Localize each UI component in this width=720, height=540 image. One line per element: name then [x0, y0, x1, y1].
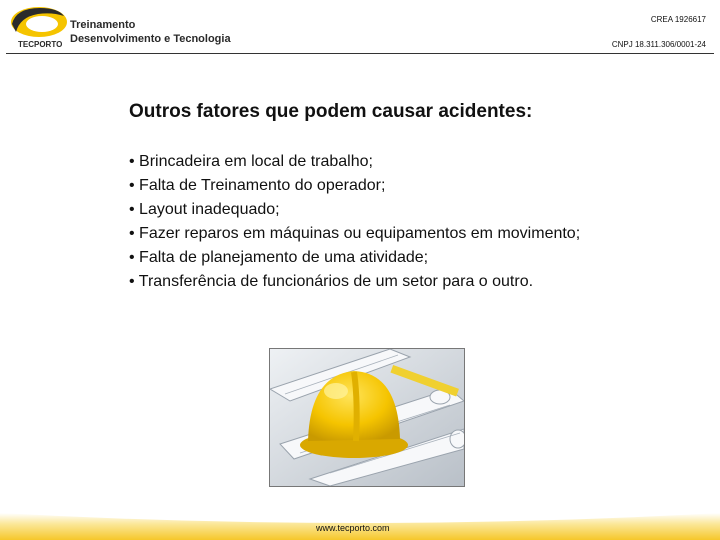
company-line-2: Desenvolvimento e Tecnologia	[70, 33, 231, 45]
cnpj-number: CNPJ 18.311.306/0001-24	[611, 40, 706, 49]
slide-title: Outros fatores que podem causar acidentes:	[129, 101, 533, 122]
hard-hat-photo	[269, 348, 465, 487]
bullet-item: • Layout inadequado;	[129, 201, 280, 218]
header-divider	[6, 53, 714, 54]
bullet-list	[129, 150, 609, 294]
bullet-item: • Transferência de funcionários de um setor para o outro.	[129, 273, 534, 290]
footer-url: www.tecporto.com	[316, 523, 390, 533]
bullet-item: • Fazer reparos em máquinas ou equipamentos em movimento;	[129, 225, 581, 242]
bullet-item: • Falta de planejamento de uma atividade;	[129, 249, 429, 266]
logo-swoosh-icon	[6, 2, 68, 50]
crea-number: CREA 1926617	[650, 15, 706, 24]
bullet-item: • Falta de Treinamento do operador;	[129, 177, 386, 194]
hard-hat-icon	[270, 349, 464, 486]
logo-text: TECPORTO	[18, 40, 63, 49]
company-name	[70, 18, 231, 46]
company-logo	[6, 2, 68, 50]
bullet-item: • Brincadeira em local de trabalho;	[129, 153, 373, 170]
company-line-1: Treinamento	[70, 19, 136, 31]
